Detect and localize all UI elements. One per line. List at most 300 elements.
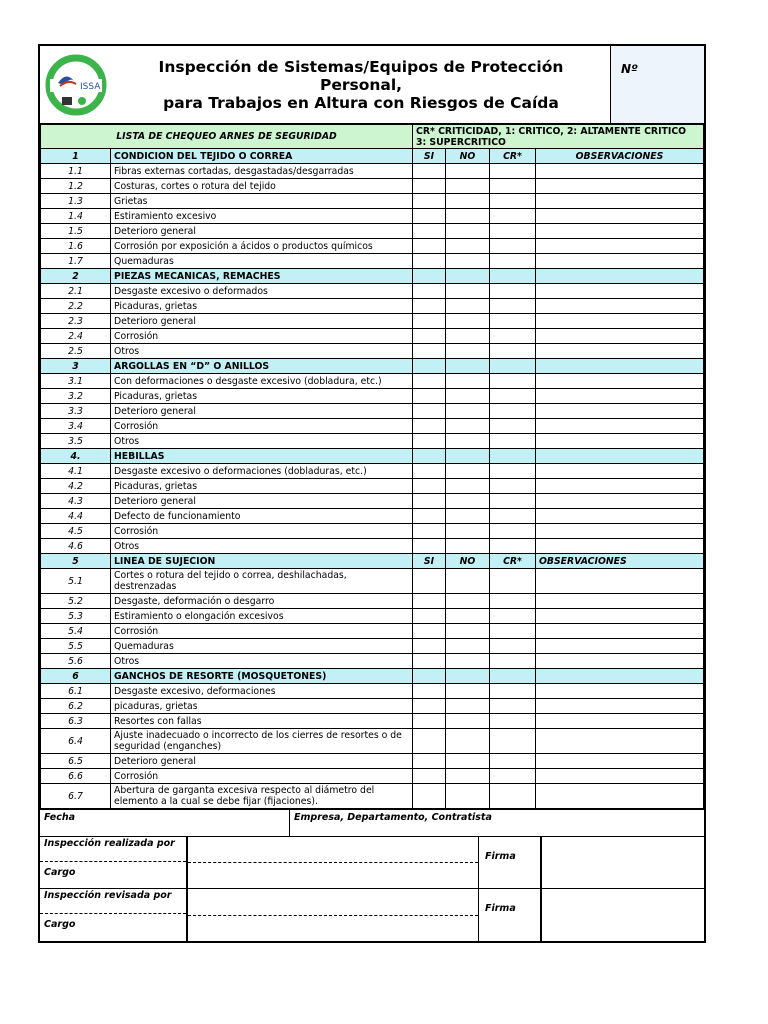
observations-input-cell[interactable] — [536, 464, 704, 479]
criticality-input-cell[interactable] — [490, 404, 536, 419]
form-header — [40, 46, 704, 124]
item-description: Quemaduras — [111, 254, 413, 269]
no-checkbox-cell[interactable] — [446, 224, 490, 239]
section-number: 1 — [41, 149, 111, 164]
checklist-item-row — [41, 434, 704, 449]
observations-input-cell[interactable] — [536, 164, 704, 179]
company-label: Empresa, Departamento, Contratista — [294, 812, 492, 823]
si-checkbox-cell[interactable] — [413, 769, 446, 784]
si-checkbox-cell[interactable] — [413, 374, 446, 389]
section-header-row — [41, 269, 704, 284]
si-checkbox-cell[interactable] — [413, 569, 446, 594]
observations-input-cell[interactable] — [536, 684, 704, 699]
observations-input-cell[interactable] — [536, 784, 704, 809]
criticality-input-cell[interactable] — [490, 754, 536, 769]
checklist-item-row — [41, 609, 704, 624]
title-line-2: para Trabajos en Altura con Riesgos de Caída — [163, 93, 559, 112]
no-checkbox-cell[interactable] — [446, 434, 490, 449]
item-description: Deterioro general — [111, 314, 413, 329]
si-checkbox-cell[interactable] — [413, 479, 446, 494]
si-checkbox-cell[interactable] — [413, 194, 446, 209]
checklist-item-row — [41, 479, 704, 494]
criticality-input-cell[interactable] — [490, 684, 536, 699]
criticality-input-cell[interactable] — [490, 224, 536, 239]
no-checkbox-cell[interactable] — [446, 654, 490, 669]
item-description: Con deformaciones o desgaste excesivo (dobladura, etc.) — [111, 374, 413, 389]
no-checkbox-cell[interactable] — [446, 329, 490, 344]
observations-input-cell[interactable] — [536, 754, 704, 769]
checklist-item-row — [41, 464, 704, 479]
item-number: 6.6 — [41, 769, 111, 784]
inspection-performed-labels — [40, 837, 188, 888]
item-description: Estiramiento o elongación excesivos — [111, 609, 413, 624]
no-checkbox-cell[interactable] — [446, 539, 490, 554]
item-number: 5.6 — [41, 654, 111, 669]
no-checkbox-cell[interactable] — [446, 404, 490, 419]
item-number: 1.3 — [41, 194, 111, 209]
form-footer — [40, 809, 704, 941]
no-checkbox-cell[interactable] — [446, 344, 490, 359]
si-checkbox-cell[interactable] — [413, 224, 446, 239]
checklist-item-row — [41, 284, 704, 299]
section-empty-cell — [413, 449, 446, 464]
no-checkbox-cell[interactable] — [446, 754, 490, 769]
observations-input-cell[interactable] — [536, 404, 704, 419]
no-checkbox-cell[interactable] — [446, 374, 490, 389]
criticality-input-cell[interactable] — [490, 194, 536, 209]
inspector-cargo-field[interactable] — [188, 863, 478, 888]
section-header-row — [41, 554, 704, 569]
criticality-input-cell[interactable] — [490, 389, 536, 404]
observations-input-cell[interactable] — [536, 594, 704, 609]
criticality-input-cell[interactable] — [490, 594, 536, 609]
section-empty-cell — [490, 269, 536, 284]
section-header-row — [41, 669, 704, 684]
checklist-item-row — [41, 329, 704, 344]
checklist-item-row — [41, 374, 704, 389]
observations-input-cell[interactable] — [536, 729, 704, 754]
section-number: 2 — [41, 269, 111, 284]
item-description: Picaduras, grietas — [111, 299, 413, 314]
no-checkbox-cell[interactable] — [446, 194, 490, 209]
item-number: 3.2 — [41, 389, 111, 404]
section-empty-cell — [536, 359, 704, 374]
no-checkbox-cell[interactable] — [446, 479, 490, 494]
si-checkbox-cell[interactable] — [413, 714, 446, 729]
item-number: 4.6 — [41, 539, 111, 554]
criticality-input-cell[interactable] — [490, 239, 536, 254]
observations-input-cell[interactable] — [536, 624, 704, 639]
no-checkbox-cell[interactable] — [446, 509, 490, 524]
si-checkbox-cell[interactable] — [413, 299, 446, 314]
section-title: PIEZAS MECANICAS, REMACHES — [111, 269, 413, 284]
item-number: 4.4 — [41, 509, 111, 524]
section-empty-cell — [446, 669, 490, 684]
observations-input-cell[interactable] — [536, 389, 704, 404]
checklist-item-row — [41, 344, 704, 359]
observations-input-cell[interactable] — [536, 479, 704, 494]
si-checkbox-cell[interactable] — [413, 404, 446, 419]
criticality-input-cell[interactable] — [490, 769, 536, 784]
section-empty-cell — [413, 669, 446, 684]
observations-input-cell[interactable] — [536, 769, 704, 784]
item-description: Otros — [111, 344, 413, 359]
item-number: 5.2 — [41, 594, 111, 609]
date-company-row — [40, 810, 704, 837]
item-number: 2.4 — [41, 329, 111, 344]
criticality-input-cell[interactable] — [490, 494, 536, 509]
item-number: 1.4 — [41, 209, 111, 224]
item-description: Estiramiento excesivo — [111, 209, 413, 224]
criticality-input-cell[interactable] — [490, 609, 536, 624]
no-checkbox-cell[interactable] — [446, 729, 490, 754]
inspector-signature-field[interactable] — [540, 837, 704, 888]
reviewer-name-field[interactable] — [188, 889, 478, 916]
section-empty-cell — [536, 449, 704, 464]
criticality-input-cell[interactable] — [490, 699, 536, 714]
inspection-form — [38, 44, 706, 943]
criticality-line-2: 3: SUPERCRITICO — [416, 137, 506, 148]
observations-input-cell[interactable] — [536, 299, 704, 314]
item-number: 5.5 — [41, 639, 111, 654]
item-description: Corrosión por exposición a ácidos o productos químicos — [111, 239, 413, 254]
si-checkbox-cell[interactable] — [413, 434, 446, 449]
no-checkbox-cell[interactable] — [446, 569, 490, 594]
criticality-input-cell[interactable] — [490, 179, 536, 194]
item-number: 4.1 — [41, 464, 111, 479]
si-checkbox-cell[interactable] — [413, 684, 446, 699]
item-description: Defecto de funcionamiento — [111, 509, 413, 524]
checklist-item-row — [41, 419, 704, 434]
observations-input-cell[interactable] — [536, 284, 704, 299]
observations-input-cell[interactable] — [536, 419, 704, 434]
observations-input-cell[interactable] — [536, 314, 704, 329]
item-description: Quemaduras — [111, 639, 413, 654]
column-observaciones: OBSERVACIONES — [536, 554, 704, 569]
criticality-input-cell[interactable] — [490, 329, 536, 344]
item-description: Corrosión — [111, 419, 413, 434]
checklist-item-row — [41, 784, 704, 809]
observations-input-cell[interactable] — [536, 209, 704, 224]
item-number: 6.5 — [41, 754, 111, 769]
si-checkbox-cell[interactable] — [413, 329, 446, 344]
column-observaciones: OBSERVACIONES — [536, 149, 704, 164]
no-checkbox-cell[interactable] — [446, 464, 490, 479]
item-number: 4.3 — [41, 494, 111, 509]
si-checkbox-cell[interactable] — [413, 209, 446, 224]
si-checkbox-cell[interactable] — [413, 654, 446, 669]
no-checkbox-cell[interactable] — [446, 284, 490, 299]
column-no: NO — [446, 149, 490, 164]
no-checkbox-cell[interactable] — [446, 179, 490, 194]
criticality-input-cell[interactable] — [490, 639, 536, 654]
criticality-input-cell[interactable] — [490, 624, 536, 639]
si-checkbox-cell[interactable] — [413, 179, 446, 194]
criticality-input-cell[interactable] — [490, 434, 536, 449]
no-checkbox-cell[interactable] — [446, 419, 490, 434]
si-checkbox-cell[interactable] — [413, 609, 446, 624]
section-empty-cell — [413, 359, 446, 374]
item-description: Desgaste, deformación o desgarro — [111, 594, 413, 609]
criticality-input-cell[interactable] — [490, 509, 536, 524]
checklist-item-row — [41, 404, 704, 419]
item-description: Resortes con fallas — [111, 714, 413, 729]
checklist-item-row — [41, 239, 704, 254]
item-description: Corrosión — [111, 624, 413, 639]
section-number: 4. — [41, 449, 111, 464]
observations-input-cell[interactable] — [536, 569, 704, 594]
firma-label-1: Firma — [478, 837, 540, 888]
si-checkbox-cell[interactable] — [413, 164, 446, 179]
inspection-performed-block — [40, 837, 704, 889]
date-field[interactable] — [40, 810, 290, 836]
observations-input-cell[interactable] — [536, 434, 704, 449]
item-description: Costuras, cortes o rotura del tejido — [111, 179, 413, 194]
observations-input-cell[interactable] — [536, 509, 704, 524]
checklist-item-row — [41, 179, 704, 194]
observations-input-cell[interactable] — [536, 524, 704, 539]
criticality-input-cell[interactable] — [490, 314, 536, 329]
item-number: 6.1 — [41, 684, 111, 699]
no-checkbox-cell[interactable] — [446, 524, 490, 539]
section-empty-cell — [490, 669, 536, 684]
item-number: 5.4 — [41, 624, 111, 639]
criticality-input-cell[interactable] — [490, 284, 536, 299]
si-checkbox-cell[interactable] — [413, 419, 446, 434]
no-checkbox-cell[interactable] — [446, 314, 490, 329]
item-number: 6.3 — [41, 714, 111, 729]
si-checkbox-cell[interactable] — [413, 699, 446, 714]
no-checkbox-cell[interactable] — [446, 594, 490, 609]
criticality-input-cell[interactable] — [490, 729, 536, 754]
section-header-row — [41, 149, 704, 164]
no-checkbox-cell[interactable] — [446, 699, 490, 714]
criticality-input-cell[interactable] — [490, 569, 536, 594]
item-description: Corrosión — [111, 769, 413, 784]
no-checkbox-cell[interactable] — [446, 299, 490, 314]
si-checkbox-cell[interactable] — [413, 344, 446, 359]
checklist-item-row — [41, 389, 704, 404]
observations-input-cell[interactable] — [536, 194, 704, 209]
observations-input-cell[interactable] — [536, 329, 704, 344]
date-label: Fecha — [44, 812, 76, 823]
company-field[interactable] — [290, 810, 704, 836]
observations-input-cell[interactable] — [536, 239, 704, 254]
criticality-input-cell[interactable] — [490, 784, 536, 809]
inspection-reviewed-block — [40, 889, 704, 941]
item-number: 6.4 — [41, 729, 111, 754]
section-number: 5 — [41, 554, 111, 569]
item-number: 2.5 — [41, 344, 111, 359]
section-title: LINEA DE SUJECION — [111, 554, 413, 569]
observations-input-cell[interactable] — [536, 179, 704, 194]
item-description: Desgaste excesivo, deformaciones — [111, 684, 413, 699]
item-description: Deterioro general — [111, 404, 413, 419]
checklist-item-row — [41, 594, 704, 609]
no-checkbox-cell[interactable] — [446, 209, 490, 224]
item-number: 1.6 — [41, 239, 111, 254]
item-description: Picaduras, grietas — [111, 389, 413, 404]
section-title: ARGOLLAS EN “D” O ANILLOS — [111, 359, 413, 374]
si-checkbox-cell[interactable] — [413, 624, 446, 639]
criticality-input-cell[interactable] — [490, 164, 536, 179]
si-checkbox-cell[interactable] — [413, 509, 446, 524]
no-checkbox-cell[interactable] — [446, 784, 490, 809]
item-description: Desgaste excesivo o deformados — [111, 284, 413, 299]
checklist-item-row — [41, 209, 704, 224]
observations-input-cell[interactable] — [536, 699, 704, 714]
item-description: Cortes o rotura del tejido o correa, deshilachadas, destrenzadas — [111, 569, 413, 594]
criticality-input-cell[interactable] — [490, 479, 536, 494]
criticality-legend — [413, 125, 704, 149]
issa-logo-icon — [44, 53, 108, 117]
section-empty-cell — [413, 269, 446, 284]
si-checkbox-cell[interactable] — [413, 314, 446, 329]
cargo-label-2: Cargo — [44, 919, 76, 930]
checklist-table — [40, 124, 704, 809]
checklist-item-row — [41, 509, 704, 524]
no-checkbox-cell[interactable] — [446, 769, 490, 784]
logo-text: ISSA — [80, 81, 101, 92]
item-number: 3.5 — [41, 434, 111, 449]
inspector-name-field[interactable] — [188, 837, 478, 863]
checklist-item-row — [41, 314, 704, 329]
item-description: Otros — [111, 539, 413, 554]
observations-input-cell[interactable] — [536, 344, 704, 359]
no-checkbox-cell[interactable] — [446, 714, 490, 729]
checklist-item-row — [41, 254, 704, 269]
si-checkbox-cell[interactable] — [413, 639, 446, 654]
item-number: 4.5 — [41, 524, 111, 539]
no-checkbox-cell[interactable] — [446, 239, 490, 254]
item-description: Desgaste excesivo o deformaciones (dobladuras, etc.) — [111, 464, 413, 479]
si-checkbox-cell[interactable] — [413, 539, 446, 554]
column-si: SI — [413, 554, 446, 569]
firma-label-2: Firma — [478, 889, 540, 941]
observations-input-cell[interactable] — [536, 494, 704, 509]
item-number: 3.4 — [41, 419, 111, 434]
section-title: HEBILLAS — [111, 449, 413, 464]
checklist-item-row — [41, 729, 704, 754]
si-checkbox-cell[interactable] — [413, 254, 446, 269]
observations-input-cell[interactable] — [536, 254, 704, 269]
cargo-label-1: Cargo — [44, 866, 76, 878]
si-checkbox-cell[interactable] — [413, 389, 446, 404]
section-number: 3 — [41, 359, 111, 374]
item-number: 3.3 — [41, 404, 111, 419]
section-empty-cell — [446, 269, 490, 284]
item-description: Deterioro general — [111, 754, 413, 769]
form-number-box[interactable] — [610, 46, 704, 123]
item-description: Picaduras, grietas — [111, 479, 413, 494]
reviewer-cargo-field[interactable] — [188, 916, 478, 942]
item-number: 2.3 — [41, 314, 111, 329]
item-description: Fibras externas cortadas, desgastadas/desgarradas — [111, 164, 413, 179]
criticality-input-cell[interactable] — [490, 539, 536, 554]
checklist-item-row — [41, 624, 704, 639]
no-checkbox-cell[interactable] — [446, 254, 490, 269]
column-si: SI — [413, 149, 446, 164]
si-checkbox-cell[interactable] — [413, 784, 446, 809]
item-description: Corrosión — [111, 329, 413, 344]
item-number: 1.5 — [41, 224, 111, 239]
section-empty-cell — [446, 449, 490, 464]
item-number: 4.2 — [41, 479, 111, 494]
list-title: LISTA DE CHEQUEO ARNES DE SEGURIDAD — [41, 125, 413, 149]
item-number: 6.7 — [41, 784, 111, 809]
list-header-row — [41, 125, 704, 149]
item-description: Corrosión — [111, 524, 413, 539]
criticality-input-cell[interactable] — [490, 714, 536, 729]
section-empty-cell — [536, 669, 704, 684]
item-number: 6.2 — [41, 699, 111, 714]
checklist-item-row — [41, 699, 704, 714]
criticality-input-cell[interactable] — [490, 374, 536, 389]
form-title — [112, 46, 610, 123]
no-checkbox-cell[interactable] — [446, 624, 490, 639]
observations-input-cell[interactable] — [536, 539, 704, 554]
checklist-item-row — [41, 539, 704, 554]
observations-input-cell[interactable] — [536, 609, 704, 624]
si-checkbox-cell[interactable] — [413, 284, 446, 299]
item-number: 2.1 — [41, 284, 111, 299]
si-checkbox-cell[interactable] — [413, 524, 446, 539]
criticality-input-cell[interactable] — [490, 524, 536, 539]
inspection-reviewed-label: Inspección revisada por — [40, 889, 186, 914]
observations-input-cell[interactable] — [536, 714, 704, 729]
observations-input-cell[interactable] — [536, 224, 704, 239]
criticality-input-cell[interactable] — [490, 464, 536, 479]
item-number: 1.1 — [41, 164, 111, 179]
criticality-input-cell[interactable] — [490, 419, 536, 434]
criticality-input-cell[interactable] — [490, 254, 536, 269]
checklist-item-row — [41, 754, 704, 769]
column-cr: CR* — [490, 149, 536, 164]
section-empty-cell — [536, 269, 704, 284]
section-number: 6 — [41, 669, 111, 684]
si-checkbox-cell[interactable] — [413, 494, 446, 509]
observations-input-cell[interactable] — [536, 374, 704, 389]
section-header-row — [41, 449, 704, 464]
checklist-item-row — [41, 654, 704, 669]
si-checkbox-cell[interactable] — [413, 729, 446, 754]
reviewer-signature-field[interactable] — [540, 889, 704, 941]
checklist-item-row — [41, 524, 704, 539]
criticality-input-cell[interactable] — [490, 654, 536, 669]
form-number-label: Nº — [621, 62, 638, 76]
criticality-input-cell[interactable] — [490, 344, 536, 359]
criticality-input-cell[interactable] — [490, 299, 536, 314]
no-checkbox-cell[interactable] — [446, 684, 490, 699]
no-checkbox-cell[interactable] — [446, 609, 490, 624]
observations-input-cell[interactable] — [536, 654, 704, 669]
observations-input-cell[interactable] — [536, 639, 704, 654]
no-checkbox-cell[interactable] — [446, 639, 490, 654]
si-checkbox-cell[interactable] — [413, 464, 446, 479]
item-number: 3.1 — [41, 374, 111, 389]
checklist-item-row — [41, 639, 704, 654]
criticality-input-cell[interactable] — [490, 209, 536, 224]
item-description: Abertura de garganta excesiva respecto al diámetro del elemento a la cual se debe fijar (fijaciones). — [111, 784, 413, 809]
no-checkbox-cell[interactable] — [446, 494, 490, 509]
si-checkbox-cell[interactable] — [413, 239, 446, 254]
si-checkbox-cell[interactable] — [413, 594, 446, 609]
no-checkbox-cell[interactable] — [446, 164, 490, 179]
no-checkbox-cell[interactable] — [446, 389, 490, 404]
checklist-item-row — [41, 224, 704, 239]
item-description: picaduras, grietas — [111, 699, 413, 714]
si-checkbox-cell[interactable] — [413, 754, 446, 769]
